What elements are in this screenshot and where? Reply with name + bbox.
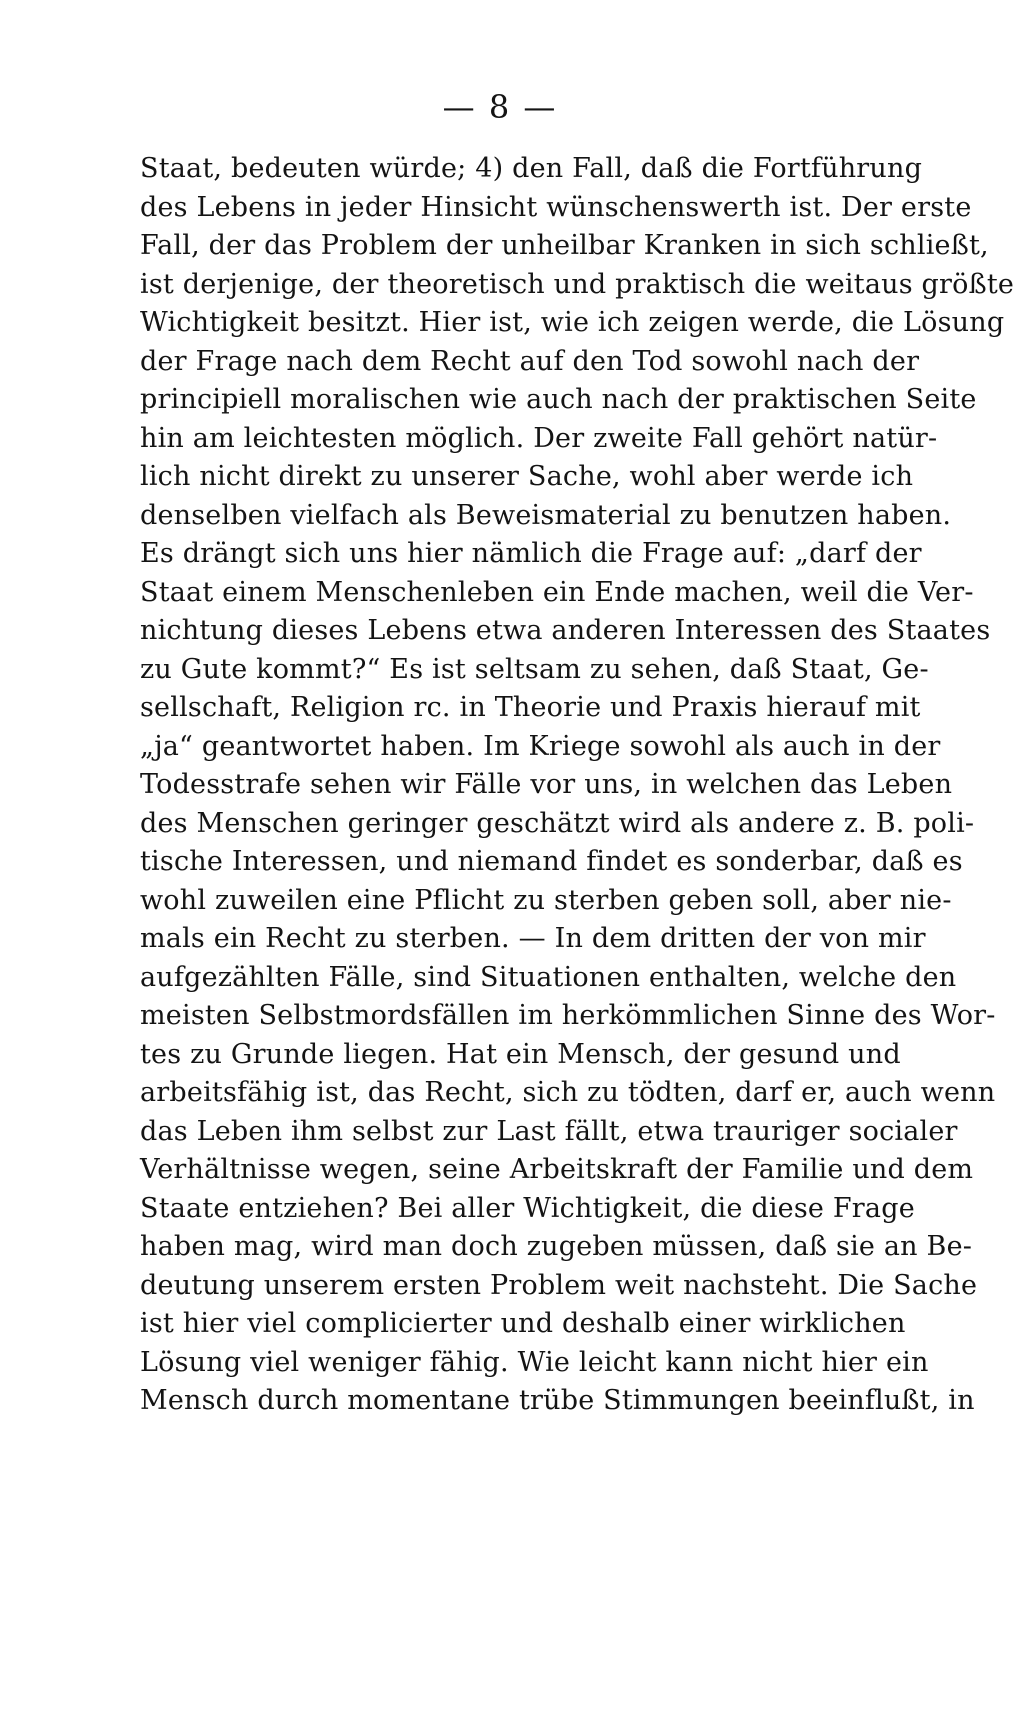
text-line: ist hier viel complicierter und deshalb einer wirklichen	[140, 1308, 906, 1339]
text-line: des Lebens in jeder Hinsicht wünschenswerth ist. Der erste	[140, 191, 972, 223]
text-line: der Frage nach dem Recht auf den Tod sowohl nach der	[140, 345, 920, 377]
text-line: mals ein Recht zu sterben. — In dem dritten der von mir	[140, 923, 926, 954]
text-line: Staat, bedeuten würde; 4) den Fall, daß die Fortführung	[140, 153, 923, 184]
text-line: Todesstrafe sehen wir Fälle vor uns, in welchen das Leben	[140, 769, 953, 800]
text-line: Verhältnisse wegen, seine Arbeitskraft der Familie und dem	[140, 1154, 974, 1185]
text-line: ist derjenige, der theoretisch und praktisch die weitaus größte	[140, 268, 1014, 300]
text-line: Fall, der das Problem der unheilbar Kranken in sich schließt,	[140, 230, 989, 261]
text-line: des Menschen geringer geschätzt wird als andere z. B. poli-	[140, 807, 975, 839]
text-line: Wichtigkeit besitzt. Hier ist, wie ich zeigen werde, die Lösung	[140, 307, 1005, 338]
text-line: hin am leichtesten möglich. Der zweite Fall gehört natür-	[140, 422, 938, 454]
text-line: meisten Selbstmordsfällen im herkömmlichen Sinne des Wor-	[140, 1000, 996, 1031]
text-line: sellschaft, Religion rc. in Theorie und Praxis hierauf mit	[140, 692, 921, 723]
text-line: Staat einem Menschenleben ein Ende machen, weil die Ver-	[140, 576, 974, 608]
text-line: tische Interessen, und niemand findet es sonderbar, daß es	[140, 846, 963, 877]
text-line: Staate entziehen? Bei aller Wichtigkeit, die diese Frage	[140, 1192, 915, 1224]
text-line: Es drängt sich uns hier nämlich die Frage auf: „darf der	[140, 538, 922, 569]
text-line: lich nicht direkt zu unserer Sache, wohl aber werde ich	[140, 461, 914, 492]
text-line: nichtung dieses Lebens etwa anderen Interessen des Staates	[140, 615, 991, 646]
text-line: denselben vielfach als Beweismaterial zu benutzen haben.	[140, 499, 952, 531]
text-line: „ja“ geantwortet haben. Im Kriege sowohl als auch in der	[140, 730, 941, 762]
text-line: tes zu Grunde liegen. Hat ein Mensch, der gesund und	[140, 1038, 901, 1070]
text-line: Lösung viel weniger fähig. Wie leicht kann nicht hier ein	[140, 1346, 929, 1378]
text-line: wohl zuweilen eine Pflicht zu sterben geben soll, aber nie-	[140, 884, 952, 916]
text-line: arbeitsfähig ist, das Recht, sich zu tödten, darf er, auch wenn	[140, 1077, 996, 1108]
text-line: zu Gute kommt?“ Es ist seltsam zu sehen, daß Staat, Ge-	[140, 653, 929, 685]
body-text	[140, 150, 1014, 1421]
text-line: das Leben ihm selbst zur Last fällt, etwa trauriger socialer	[140, 1115, 958, 1147]
text-line: aufgezählten Fälle, sind Situationen enthalten, welche den	[140, 961, 957, 993]
text-line: deutung unserem ersten Problem weit nachsteht. Die Sache	[140, 1269, 978, 1301]
page-number: — 8 —	[442, 88, 558, 126]
text-line: haben mag, wird man doch zugeben müssen, daß sie an Be-	[140, 1231, 973, 1262]
text-line: principiell moralischen wie auch nach der praktischen Seite	[140, 384, 977, 415]
text-line: Mensch durch momentane trübe Stimmungen beeinflußt, in	[140, 1385, 975, 1416]
